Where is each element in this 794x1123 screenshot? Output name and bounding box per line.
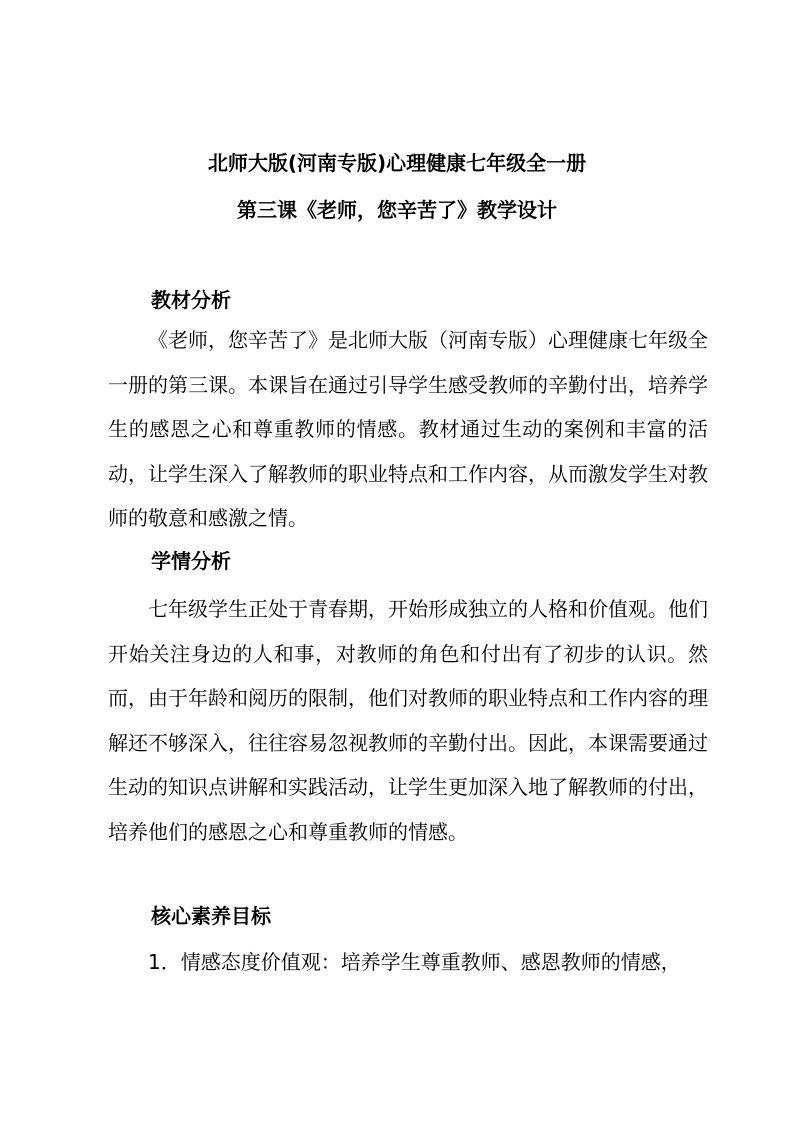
section-paragraph-student-analysis: 七年级学生正处于青春期，开始形成独立的人格和价值观。他们开始关注身边的人和事，对教师的角色和付出有了初步的认识。然而，由于年龄和阅历的限制，他们对教师的职业特点和工作内容的理解还不够深入，往往容易忽视教师的辛勤付出。因此，本课需要通过生动的知识点讲解和实践活动，让学生更加深入地了解教师的付出，培养他们的感恩之心和尊重教师的情感。 <box>108 597 708 844</box>
section-heading-core-goals: 核心素养目标 <box>151 904 271 928</box>
section-heading-student-analysis: 学情分析 <box>151 549 231 573</box>
section-paragraph-textbook-analysis: 《老师，您辛苦了》是北师大版（河南专版）心理健康七年级全一册的第三课。本课旨在通过引导学生感受教师的辛勤付出，培养学生的感恩之心和尊重教师的情感。教材通过生动的案例和丰富的活动，让学生深入了解教师的职业特点和工作内容，从而激发学生对教师的敬意和感激之情。 <box>108 328 708 530</box>
document-title-line1: 北师大版(河南专版)心理健康七年级全一册 <box>207 151 587 175</box>
document-title-line2: 第三课《老师，您辛苦了》教学设计 <box>237 198 557 222</box>
goal-item-1: 1．情感态度价值观：培养学生尊重教师、感恩教师的情感， <box>148 950 681 974</box>
section-heading-textbook-analysis: 教材分析 <box>151 288 231 312</box>
